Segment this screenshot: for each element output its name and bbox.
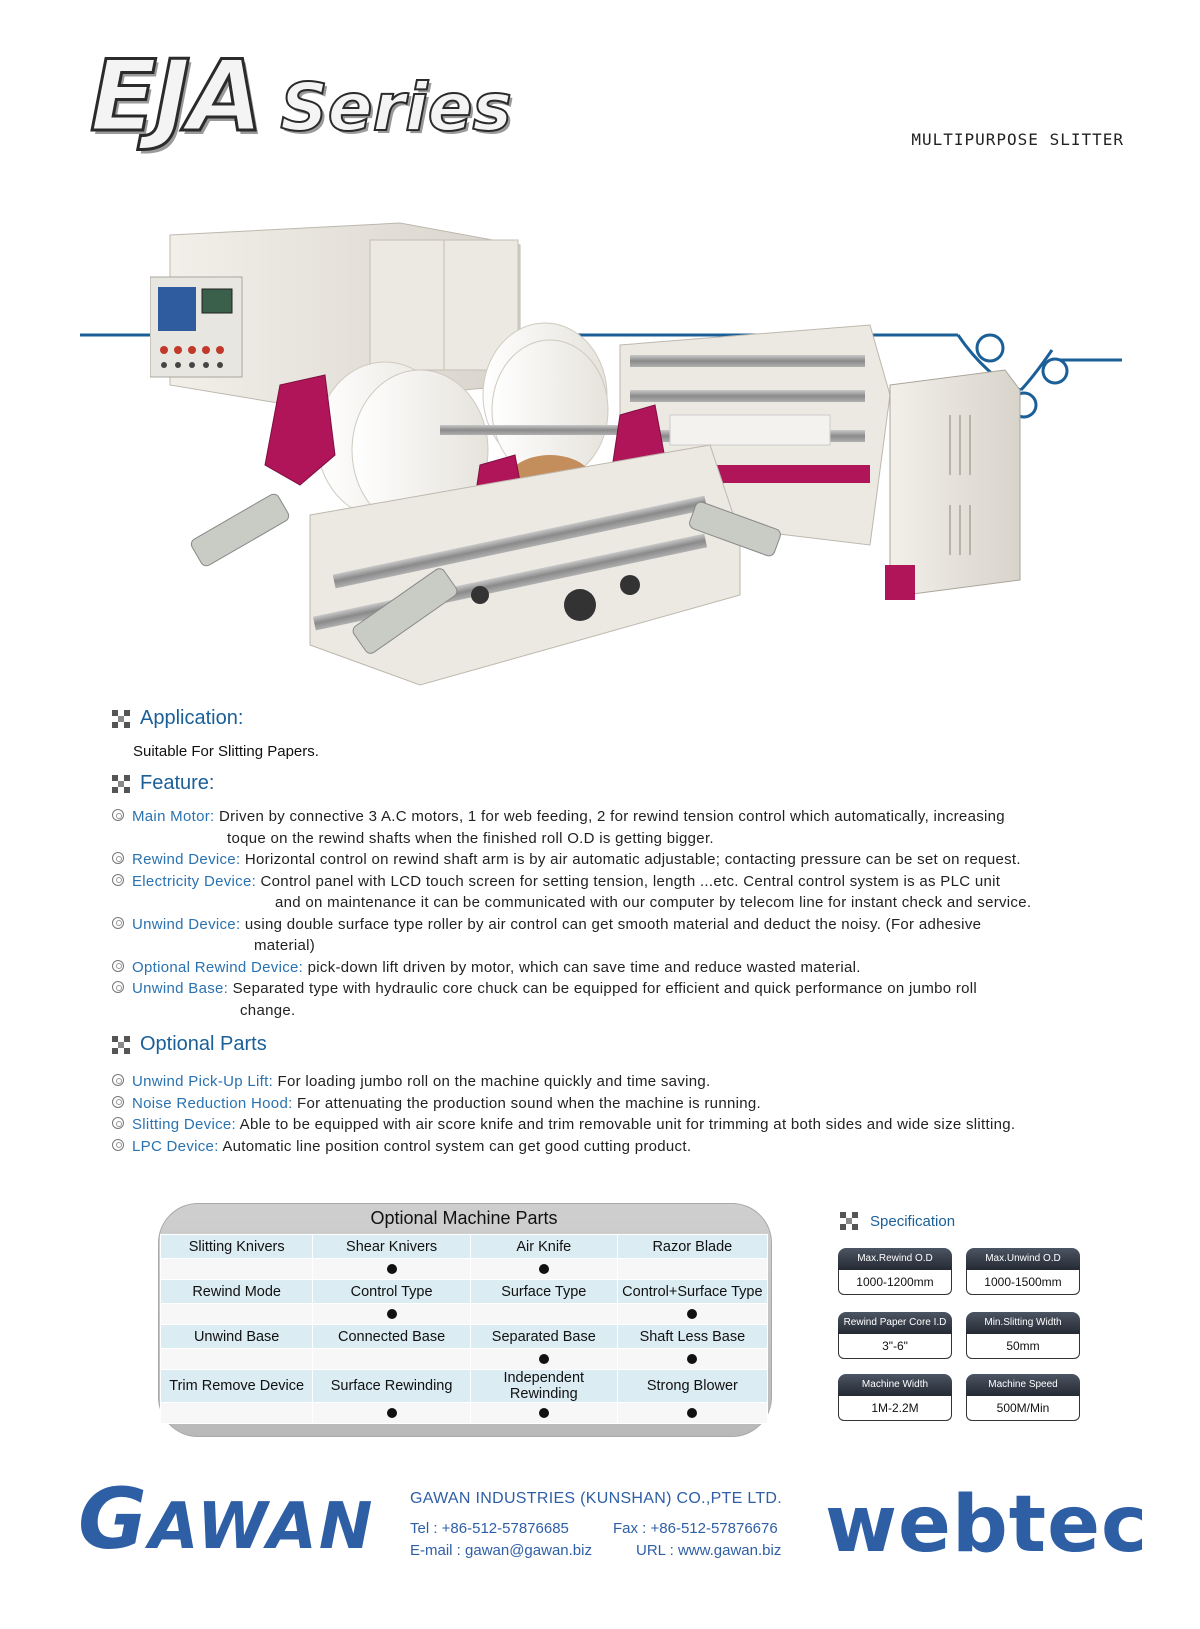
company-name: GAWAN INDUSTRIES (KUNSHAN) CO.,PTE LTD. — [410, 1490, 783, 1507]
spec-label: Machine Speed — [966, 1374, 1080, 1396]
contact-fax: Fax : +86-512-57876676 — [613, 1520, 778, 1537]
spec-min-slitting-width — [966, 1312, 1080, 1359]
optional-item-lpc-device — [112, 1136, 1132, 1158]
parts-cell: Strong Blower — [617, 1370, 767, 1403]
parts-header-row — [161, 1325, 768, 1349]
application-text: Suitable For Slitting Papers. — [133, 743, 319, 760]
included-dot-icon — [539, 1354, 549, 1364]
parts-marker-cell — [470, 1304, 617, 1325]
parts-cell: Slitting Knivers — [161, 1235, 313, 1259]
title-series: Series — [280, 69, 512, 146]
feature-label: Unwind Device: — [132, 915, 241, 933]
feature-item-electricity-device — [112, 871, 1132, 914]
parts-cell: Rewind Mode — [161, 1280, 313, 1304]
application-heading — [112, 707, 243, 730]
feature-text-cont: toque on the rewind shafts when the finished roll O.D is getting bigger. — [227, 829, 714, 847]
feature-label: Optional Rewind Device: — [132, 958, 304, 976]
parts-cell: Trim Remove Device — [161, 1370, 313, 1403]
optional-label: Unwind Pick-Up Lift: — [132, 1073, 274, 1090]
optional-text: For loading jumbo roll on the machine quickly and time saving. — [277, 1073, 711, 1090]
feature-item-main-motor — [112, 806, 1132, 849]
spec-label: Max.Rewind O.D — [838, 1248, 952, 1270]
optional-item-noise-reduction-hood — [112, 1093, 1132, 1115]
feature-item-rewind-device — [112, 849, 1132, 871]
feature-text: Driven by connective 3 A.C motors, 1 for web feeding, 2 for rewind tension control which automatically, increasing — [218, 808, 1005, 825]
feature-text-cont: change. — [240, 1001, 296, 1019]
included-dot-icon — [387, 1408, 397, 1418]
spec-label: Rewind Paper Core I.D — [838, 1312, 952, 1334]
parts-marker-row — [161, 1259, 768, 1280]
circle-bullet-icon — [112, 809, 124, 821]
optional-parts-heading-text: Optional Parts — [140, 1033, 267, 1055]
parts-cell: Control Type — [313, 1280, 471, 1304]
circle-bullet-icon — [112, 852, 124, 864]
circle-bullet-icon — [112, 1096, 124, 1108]
checker-bullet-icon — [840, 1212, 858, 1230]
parts-marker-cell — [313, 1259, 471, 1280]
feature-text: Separated type with hydraulic core chuck can be equipped for efficient and quick performance on jumbo roll — [232, 980, 978, 997]
parts-marker-row — [161, 1304, 768, 1325]
included-dot-icon — [387, 1264, 397, 1274]
gawan-logo-initial: G — [78, 1470, 149, 1568]
feature-heading — [112, 772, 214, 795]
circle-bullet-icon — [112, 960, 124, 972]
parts-marker-cell — [161, 1403, 313, 1424]
parts-cell: Razor Blade — [617, 1235, 767, 1259]
optional-text: Automatic line position control system can get good cutting product. — [222, 1137, 692, 1155]
parts-cell: Shaft Less Base — [617, 1325, 767, 1349]
feature-item-optional-rewind-device — [112, 957, 1132, 979]
parts-marker-row — [161, 1403, 768, 1424]
contact-email: E-mail : gawan@gawan.biz — [410, 1542, 592, 1559]
feature-item-unwind-base — [112, 978, 1132, 1021]
feature-text-cont: and on maintenance it can be communicated with our computer by telecom line for instant check and service. — [275, 894, 1032, 911]
parts-cell: Independent Rewinding — [470, 1370, 617, 1403]
machine-parts-body — [161, 1235, 768, 1424]
checker-bullet-icon — [112, 1036, 130, 1054]
parts-marker-cell — [617, 1259, 767, 1280]
spec-value: 500M/Min — [966, 1396, 1080, 1421]
included-dot-icon — [539, 1264, 549, 1274]
spec-rewind-core-id — [838, 1312, 952, 1359]
parts-cell: Unwind Base — [161, 1325, 313, 1349]
parts-cell: Connected Base — [313, 1325, 471, 1349]
parts-marker-cell — [470, 1349, 617, 1370]
optional-item-unwind-pick-up-lift — [112, 1071, 1132, 1093]
feature-text: using double surface type roller by air control can get smooth material and deduct the noisy. (For adhesive — [244, 915, 982, 933]
application-heading-text: Application: — [140, 707, 244, 729]
feature-text-cont: material) — [254, 937, 316, 954]
optional-item-slitting-device — [112, 1114, 1132, 1136]
spec-value: 3"-6" — [838, 1334, 952, 1359]
circle-bullet-icon — [112, 874, 124, 886]
slitter-machine-photo — [150, 215, 1070, 740]
parts-cell: Control+Surface Type — [617, 1280, 767, 1304]
circle-bullet-icon — [112, 917, 124, 929]
parts-marker-row — [161, 1349, 768, 1370]
brand-title — [90, 40, 512, 154]
parts-cell: Surface Type — [470, 1280, 617, 1304]
feature-label: Electricity Device: — [132, 872, 257, 890]
spec-label: Max.Unwind O.D — [966, 1248, 1080, 1270]
feature-list — [112, 806, 1132, 1021]
parts-marker-cell — [617, 1349, 767, 1370]
spec-value: 1M-2.2M — [838, 1396, 952, 1421]
feature-text: Control panel with LCD touch screen for setting tension, length ...etc. Central control system is as PLC unit — [260, 872, 1001, 890]
parts-marker-cell — [313, 1304, 471, 1325]
optional-parts-list — [112, 1071, 1132, 1157]
optional-label: Slitting Device: — [132, 1116, 237, 1133]
parts-marker-cell — [313, 1349, 471, 1370]
parts-cell: Separated Base — [470, 1325, 617, 1349]
spec-max-rewind-od — [838, 1248, 952, 1295]
optional-text: For attenuating the production sound when the machine is running. — [297, 1094, 761, 1112]
spec-value: 1000-1500mm — [966, 1270, 1080, 1295]
included-dot-icon — [687, 1408, 697, 1418]
parts-header-row — [161, 1235, 768, 1259]
spec-value: 50mm — [966, 1334, 1080, 1359]
spec-max-unwind-od — [966, 1248, 1080, 1295]
included-dot-icon — [687, 1354, 697, 1364]
parts-cell: Shear Knivers — [313, 1235, 471, 1259]
checker-bullet-icon — [112, 710, 130, 728]
machine-parts-table — [160, 1234, 768, 1424]
subtitle: MULTIPURPOSE SLITTER — [911, 130, 1124, 149]
parts-marker-cell — [313, 1403, 471, 1424]
parts-marker-cell — [470, 1403, 617, 1424]
parts-marker-cell — [617, 1304, 767, 1325]
spec-machine-speed — [966, 1374, 1080, 1421]
specification-heading-text: Specification — [870, 1212, 956, 1230]
feature-text: pick-down lift driven by motor, which can save time and reduce wasted material. — [307, 958, 861, 976]
parts-cell: Air Knife — [470, 1235, 617, 1259]
circle-bullet-icon — [112, 1139, 124, 1151]
circle-bullet-icon — [112, 1074, 124, 1086]
circle-bullet-icon — [112, 981, 124, 993]
specification-heading — [840, 1212, 955, 1230]
feature-text: Horizontal control on rewind shaft arm is by air automatic adjustable; contacting pressure can be set on request. — [244, 851, 1021, 868]
parts-marker-cell — [161, 1304, 313, 1325]
gawan-logo-rest: AWAN — [148, 1490, 375, 1564]
included-dot-icon — [687, 1309, 697, 1319]
webtec-logo: webtec — [825, 1480, 1149, 1570]
machine-parts-title: Optional Machine Parts — [370, 1208, 558, 1228]
feature-label: Main Motor: — [132, 808, 215, 825]
contact-tel: Tel : +86-512-57876685 — [410, 1520, 569, 1537]
spec-label: Machine Width — [838, 1374, 952, 1396]
parts-header-row — [161, 1370, 768, 1403]
feature-item-unwind-device — [112, 914, 1132, 957]
parts-marker-cell — [470, 1259, 617, 1280]
parts-marker-cell — [161, 1349, 313, 1370]
spec-value: 1000-1200mm — [838, 1270, 952, 1295]
optional-label: LPC Device: — [132, 1137, 219, 1155]
feature-label: Unwind Base: — [132, 980, 229, 997]
included-dot-icon — [539, 1408, 549, 1418]
optional-text: Able to be equipped with air score knife and trim removable unit for trimming at both sides and wide size slitting. — [239, 1116, 1016, 1133]
parts-header-row — [161, 1280, 768, 1304]
parts-marker-cell — [617, 1403, 767, 1424]
spec-label: Min.Slitting Width — [966, 1312, 1080, 1334]
optional-parts-heading — [112, 1033, 267, 1056]
contact-url: URL : www.gawan.biz — [636, 1542, 782, 1559]
circle-bullet-icon — [112, 1117, 124, 1129]
checker-bullet-icon — [112, 775, 130, 793]
feature-heading-text: Feature: — [140, 772, 215, 794]
parts-marker-cell — [161, 1259, 313, 1280]
optional-label: Noise Reduction Hood: — [132, 1094, 293, 1112]
parts-cell: Surface Rewinding — [313, 1370, 471, 1403]
gawan-logo — [78, 1470, 374, 1568]
included-dot-icon — [387, 1309, 397, 1319]
spec-machine-width — [838, 1374, 952, 1421]
title-main: EJA — [90, 40, 261, 154]
feature-label: Rewind Device: — [132, 851, 241, 868]
